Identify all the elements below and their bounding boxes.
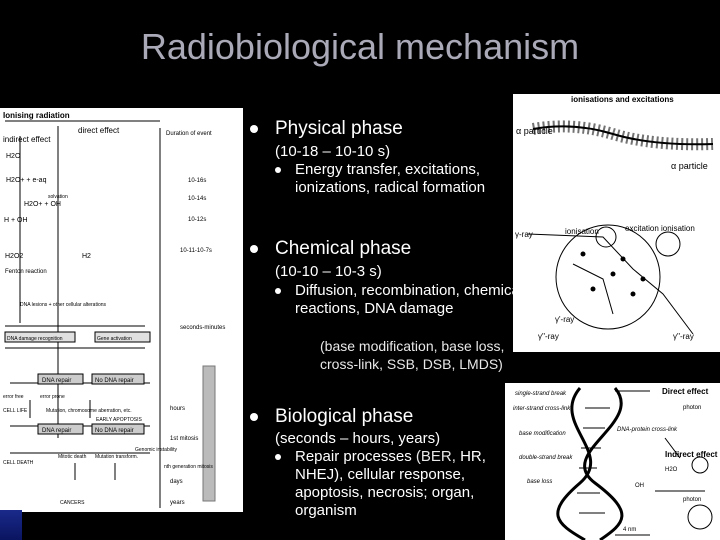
direct-effect-title: Direct effect [662,387,709,396]
gamma-label-3: γ''-ray [538,332,559,341]
dna-repair-2-label: DNA repair [42,428,72,434]
dna-drawing [505,383,720,540]
dsb-label: double-strand break [519,455,573,461]
dna-repair-label: DNA repair [42,378,72,384]
bullet-icon [275,454,281,460]
excitation-label: excitation ionisation [625,224,695,233]
cancers-label: CANCERS [60,500,85,506]
slide-title: Radiobiological mechanism [140,26,580,67]
time-2: 10-14s [188,196,207,202]
time-4: 10-11-10-7s [180,248,212,254]
h-oh-label: H + OH [4,217,28,224]
h2o-label: H2O [6,153,21,160]
repair-rest: HR, NHEJ), cellular response, apoptosis, necrosis; organ, organism [295,448,486,519]
seconds-minutes-label: seconds-minutes [180,325,226,331]
tracks-header: ionisations and excitations [571,95,674,104]
phase-time: (seconds – hours, years) [275,430,441,447]
hours-label: hours [170,406,186,412]
flowchart-drawing [0,108,243,512]
genomic-label: Genomic instability [135,447,177,453]
phase-time: (10-18 – 10-10 s) [275,143,391,160]
fig-header: Ionising radiation [3,111,70,120]
bullet-icon [275,167,281,173]
h2-label: H2 [82,253,91,260]
gamma-label-2: γ'-ray [555,315,575,324]
cell-death-label: CELL DEATH [3,460,34,466]
radiation-flowchart-figure [0,108,243,512]
damage-types-note: (base modification, base loss, cross-link, SSB, DSB, LMDS) [320,338,505,372]
bullet-icon [275,288,281,294]
ssb-label: single-strand break [515,391,567,397]
indirect-effect-title: Indirect effect [665,450,718,459]
bullet-icon [250,125,258,133]
time-3: 10-12s [188,217,207,223]
mutation-transform-label: Mutation transform. [95,454,139,460]
phase-title: Chemical phase [275,238,412,259]
alpha-label-2: α particle [671,161,708,171]
dna-damage-figure [505,383,720,540]
phase-detail-text: Diffusion, recombination, chemical reactions, DNA damage [295,282,524,317]
dna-protein-label: DNA-protein cross-link [617,427,678,433]
fenton-label: Fenton reaction [5,269,47,275]
early-apoptosis-label: EARLY APOPTOSIS [96,417,142,423]
gene-activation-label: Gene activation [97,336,132,342]
direct-effect-label: direct effect [78,126,120,135]
no-dna-repair-2-label: No DNA repair [95,428,134,434]
photon-label-2: photon [683,497,702,503]
radiolysis-label: H2O+ + e-aq [6,177,47,184]
tracks-drawing [513,94,720,352]
scale-label: 4 nm [623,527,637,533]
phase-title: Physical phase [275,118,403,139]
first-mitosis-label: 1st mitosis [170,436,199,442]
inter-strand-label: inter-strand cross-link [513,406,571,412]
base-mod-label: base modification [519,431,566,437]
mitotic-death-label: Mitotic death [58,454,87,460]
mutation-label: Mutation, chromosome aberration, etc. [46,408,132,414]
duration-label: Duration of event [166,131,212,137]
indirect-effect-label: indirect effect [3,135,51,144]
photon-label-1: photon [683,405,702,411]
solvation-label: solvation [48,194,68,200]
repair-processes: Repair processes [295,448,412,465]
h2o2-label: H2O2 [5,253,24,260]
time-1: 10-16s [188,178,207,184]
oh-label: H2O+ + OH [24,201,61,208]
damage-recognition-label: DNA damage recognition [7,336,63,342]
phase-detail-text [295,448,527,520]
ionisation-label: ionisation [565,227,599,236]
slide-accent-strip [0,510,22,540]
phase-detail-text: Energy transfer, excitations, ionizations, radical formation [295,161,486,196]
years-label: years [170,500,185,506]
base-loss-label: base loss [527,479,553,485]
h2o-label-dna: H2O [665,467,678,473]
dna-lesions-label: DNA lesions + other cellular alterations [20,302,107,308]
phase-time: (10-10 – 10-3 s) [275,263,382,280]
ionisation-tracks-figure [513,94,720,352]
oh-label: OH [635,483,644,489]
alpha-label-1: α particle [516,126,553,136]
error-free-label: error free [3,394,24,400]
repair-types-start: (BER, [415,448,456,465]
gamma-label-4: γ''-ray [673,332,694,341]
no-dna-repair-label: No DNA repair [95,378,134,384]
bullet-icon [250,245,258,253]
bullet-icon [250,413,258,421]
phase-title: Biological phase [275,406,414,427]
gamma-label-1: γ-ray [515,230,533,239]
error-prone-label: error prone [40,394,65,400]
cell-life-label: CELL LIFE [3,408,28,414]
days-label: days [170,479,183,485]
nth-mitosis-label: nth generation mitosis [164,464,213,470]
